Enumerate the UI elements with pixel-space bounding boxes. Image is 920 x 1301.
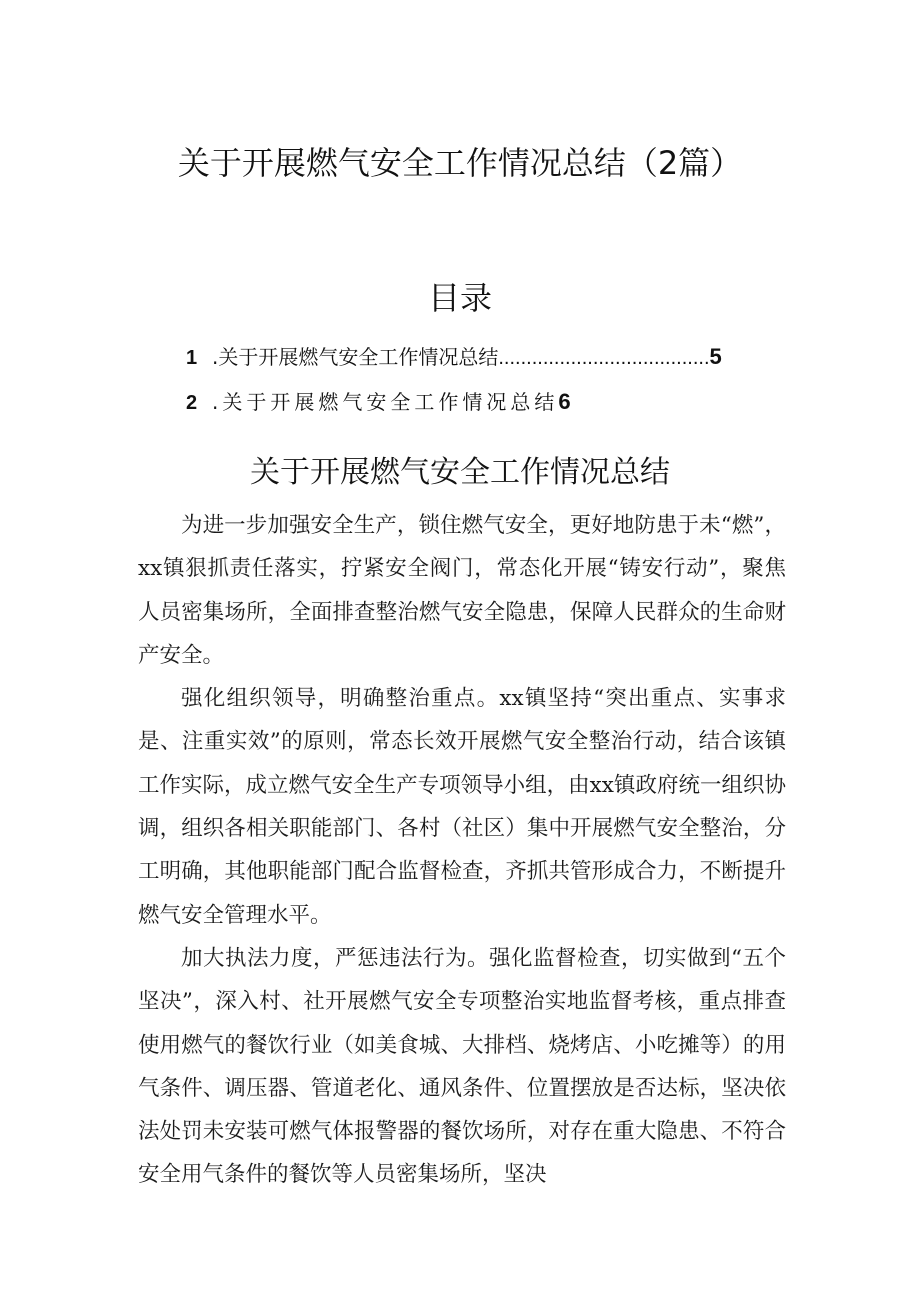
body-paragraph: 强化组织领导，明确整治重点。xx镇坚持“突出重点、实事求是、注重实效”的原则，常态长效开展燃气安全整治行动，结合该镇工作实际，成立燃气安全生产专项领导小组，由xx镇政府统一组织协调，组织各相关职能部门、各村（社区）集中开展燃气安全整治，分工明确，其他职能部门配合监督检查，齐抓共管形成合力，不断提升燃气安全管理水平。: [138, 686, 786, 928]
toc-entry-2[interactable]: [186, 386, 571, 415]
toc-heading: 目录: [427, 279, 492, 317]
article-title: 关于开展燃气安全工作情况总结: [250, 455, 670, 490]
body-paragraph: 为进一步加强安全生产，锁住燃气安全，更好地防患于未“燃”，xx镇狠抓责任落实，拧紧安全阀门，常态化开展“铸安行动”，聚焦人员密集场所，全面排查整治燃气安全隐患，保障人民群众的生命财产安全。: [138, 513, 786, 668]
toc-entry-text: .关于开展燃气安全工作情况总结: [212, 345, 499, 369]
toc-entry-page: 6: [558, 389, 571, 414]
toc-entry-number: 1: [186, 347, 198, 369]
toc-entry-leader: ......................................: [498, 347, 710, 369]
toc-entry-number: 2: [186, 392, 198, 414]
document-title: 关于开展燃气安全工作情况总结（2篇）: [177, 144, 743, 182]
toc-entry-text: .关于开展燃气安全工作情况总结: [212, 390, 559, 414]
toc-entry-1[interactable]: [186, 341, 772, 370]
body-paragraph: 加大执法力度，严惩违法行为。强化监督检查，切实做到“五个坚决”，深入村、社开展燃气安全专项整治实地监督考核，重点排查使用燃气的餐饮行业（如美食城、大排档、烧烤店、小吃摊等）的用气条件、调压器、管道老化、通风条件、位置摆放是否达标，坚决依法处罚未安装可燃气体报警器的餐饮场所，对存在重大隐患、不符合安全用气条件的餐饮等人员密集场所，坚决: [138, 945, 786, 1188]
article-body: [138, 504, 786, 1197]
toc-entry-page: 5: [709, 344, 722, 369]
